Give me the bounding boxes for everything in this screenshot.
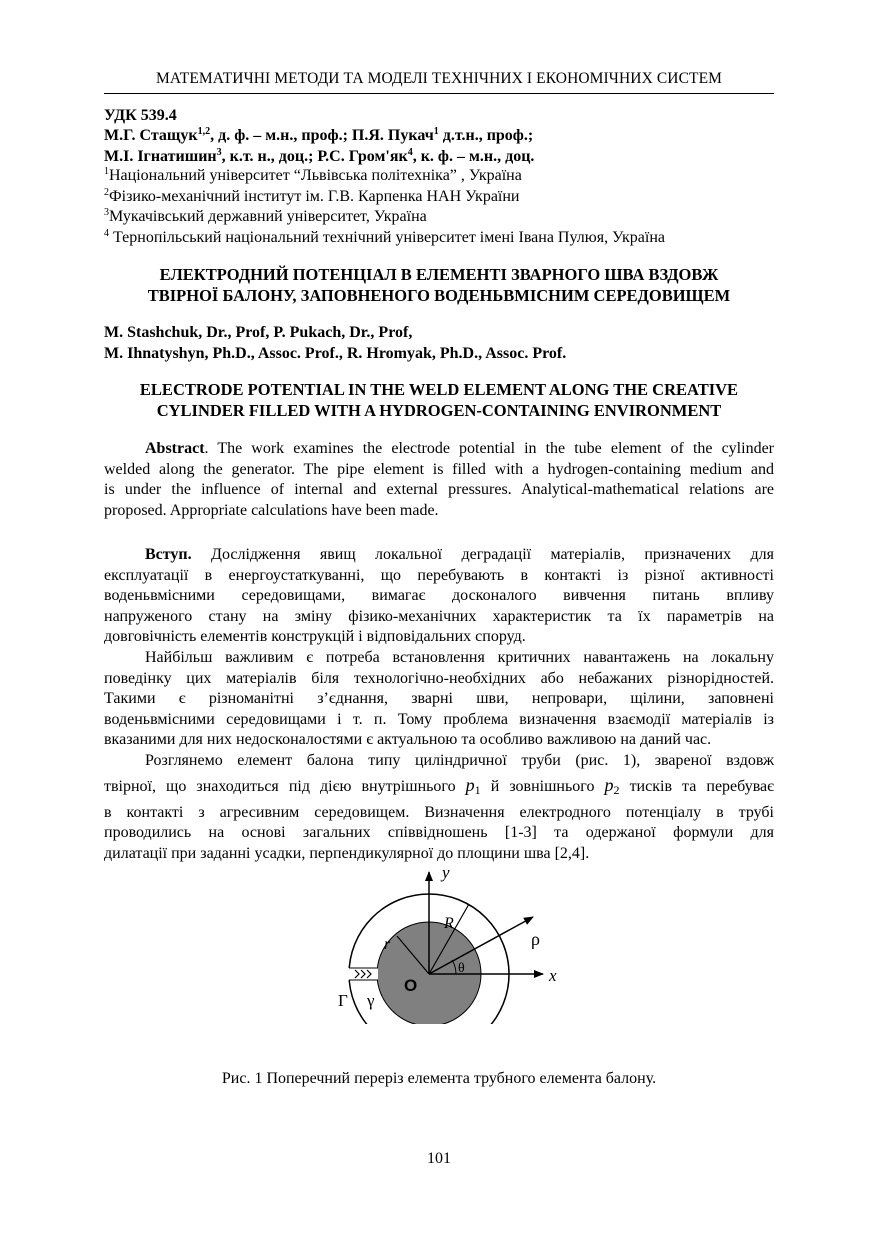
intro-label: Вступ. — [145, 546, 192, 563]
authors-en — [104, 323, 774, 364]
intro-p1-line-2: експлуатації в енергоустаткуванні, що перебувають в контакті із різної активності — [104, 566, 774, 584]
intro-paragraph-1 — [104, 545, 774, 648]
page-number: 101 — [427, 1150, 451, 1167]
label-theta: θ — [458, 961, 465, 976]
abstract-line-2: welded along the generator. The pipe element is filled with a hydrogen-containing medium and — [104, 460, 774, 478]
label-R: R — [444, 915, 454, 932]
intro-p2-line-4: воденьвмісними середовищами і т. п. Тому проблема визначення взаємодії матеріалів із — [104, 710, 774, 728]
affiliation-3: $^3$Мукачівський державний університет, Україна — [104, 207, 427, 225]
intro-p3-line-1: Розглянемо елемент балона типу циліндричної труби (рис. 1), звареної вздовж — [145, 752, 774, 769]
intro-paragraph-2 — [104, 648, 774, 751]
intro-p3-line-3: в контакті з агресивним середовищем. Визначення електродного потенціалу в трубі — [104, 803, 774, 821]
figure-caption: Рис. 1 Поперечний переріз елемента трубного елемента балону. — [221, 1070, 657, 1087]
authors-ua — [104, 126, 774, 167]
intro-p3-line-5: дилатації при заданні усадки, перпендикулярної до площини шва [2,4]. — [104, 844, 590, 862]
affiliation-1: $^1$Національний університет “Львівська політехніка” , Україна — [104, 166, 522, 184]
abstract — [104, 439, 774, 521]
label-origin: O — [404, 976, 418, 995]
label-x: x — [549, 966, 557, 985]
intro-p1-line-5: довговічність елементів конструкцій і відповідальних споруд. — [104, 628, 526, 645]
authors-ua-line-2: М.І. Ігнатишин$^3$, к.т. н., доц.; Р.С. $Гром'як^4$, к. ф. – м.н., доц. — [104, 146, 535, 165]
udk-code: УДК 539.4 — [104, 107, 177, 124]
intro-p1-line-4: напруженого стану на зміну фізико-механічних характеристик та їх параметрів на — [104, 607, 774, 625]
abstract-label: Abstract — [145, 440, 205, 457]
authors-ua-line-1: М.Г. Стащук$^{1,2}$, д. ф. – м.н., проф.; П.Я. Пукач$^1$ д.т.н., проф.; — [104, 126, 534, 144]
label-gamma: γ — [367, 991, 375, 1010]
intro-p2-line-3: Такими є різноманітні з’єднання, зварні шви, непровари, щілини, заповнені — [104, 690, 774, 707]
intro-paragraph-3 — [104, 751, 774, 864]
affiliation-4: $^4$ Тернопільський національний технічний університет імені Івана Пулюя, Україна — [104, 227, 665, 246]
abstract-line-4: proposed. Appropriate calculations have been made. — [104, 501, 439, 519]
cross-section-figure — [330, 864, 570, 1024]
title-en — [104, 380, 774, 421]
label-y: y — [442, 864, 450, 882]
affiliations — [104, 166, 774, 248]
title-ua — [104, 265, 774, 306]
title-ua-line-2: ТВІРНОЇ БАЛОНУ, ЗАПОВНЕНОГО ВОДЕНЬВМІСНИМ СЕРЕДОВИЩЕМ — [147, 285, 731, 305]
intro-p2-line-2: поведінку цих матеріалів біля технологічно-необхідних або небажаних різнорідностей. — [104, 669, 774, 687]
label-rho: ρ — [531, 929, 540, 949]
pressure-p1: p1 — [465, 774, 481, 797]
label-r: r — [384, 936, 391, 953]
authors-en-line-1: M. Stashchuk, Dr., Prof, P. Pukach, Dr., Prof, — [104, 324, 413, 341]
authors-en-line-2: M. Ihnatyshyn, Ph.D., Assoc. Prof., R. Hromyak, Ph.D., Assoc. Prof. — [104, 344, 567, 362]
header-rule — [104, 93, 774, 94]
running-header: МАТЕМАТИЧНІ МЕТОДИ ТА МОДЕЛІ ТЕХНІЧНИХ І ЕКОНОМІЧНИХ СИСТЕМ — [155, 70, 723, 87]
pressure-p2: p2 — [604, 774, 620, 797]
intro-p1-line-3: воденьвмісними середовищами, вимагає досконалого вивчення питань впливу — [104, 587, 774, 604]
label-Gamma: Γ — [338, 991, 348, 1010]
intro-p3-line-2: твірної, що знаходиться під дією внутрішнього p1 й зовнішнього p2 тисків та перебуває — [104, 774, 775, 797]
abstract-line-1: Abstract. The work examines the electrode potential in the tube element of the cylinder — [145, 440, 774, 457]
intro-p1-line-1: Вступ. Дослідження явищ локальної деградації матеріалів, призначених для — [145, 546, 774, 563]
abstract-line-3: is under the influence of internal and external pressures. Analytical-mathematical relations are — [104, 481, 774, 498]
title-en-line-2: CYLINDER FILLED WITH A HYDROGEN-CONTAINING ENVIRONMENT — [156, 400, 722, 420]
title-en-line-1: ELECTRODE POTENTIAL IN THE WELD ELEMENT ALONG THE CREATIVE — [139, 380, 739, 399]
title-ua-line-1: ЕЛЕКТРОДНИЙ ПОТЕНЦІАЛ В ЕЛЕМЕНТІ ЗВАРНОГО ШВА ВЗДОВЖ — [159, 265, 719, 284]
intro-p2-line-5: вказаними для них недосконалостями є актуальною та особливо важливою на даний час. — [104, 731, 712, 748]
intro-p3-line-4: проводились на основі загальних співвідношень [1-3] та одержаної формули для — [104, 824, 774, 841]
affiliation-2: $^2$Фізико-механічний інститут ім. Г.В. Карпенка НАН України — [104, 186, 520, 205]
intro-p2-line-1: Найбільш важливим є потреба встановлення критичних навантажень на локальну — [145, 649, 774, 666]
weld-notch — [348, 968, 378, 980]
